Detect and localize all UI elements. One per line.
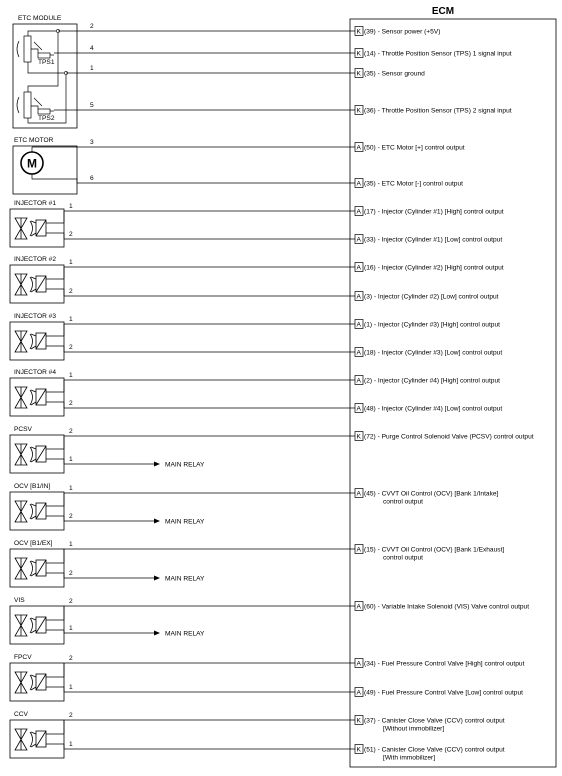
wire-line xyxy=(64,712,505,734)
ecm-pin-number: (33) xyxy=(364,236,376,244)
solenoid-valve-icon xyxy=(15,331,64,352)
wire-line xyxy=(64,485,499,506)
connector-pin-label: 1 xyxy=(69,541,73,548)
ecm-box xyxy=(350,19,556,767)
ecm-terminal-description xyxy=(364,294,499,301)
ecm-terminal-description xyxy=(364,547,504,554)
main-relay-label: MAIN RELAY xyxy=(165,630,205,638)
ecm-title: ECM xyxy=(431,6,455,17)
ecm-connector-letter: A xyxy=(356,405,361,413)
ecm-function-text: - Injector (Cylinder #4) [High] control output xyxy=(372,377,500,385)
component-block xyxy=(10,540,504,587)
etc-motor-title: ETC MOTOR xyxy=(14,137,54,144)
connector-pin-label: 6 xyxy=(90,175,94,182)
connector-pin-label: 1 xyxy=(69,372,73,379)
connector-pin-label: 2 xyxy=(69,231,73,238)
component-title: INJECTOR #4 xyxy=(14,369,57,376)
ecm-function-text: - Canister Close Valve (CCV) control output xyxy=(375,746,505,754)
ecm-connector-letter: K xyxy=(356,50,361,58)
component-title: CCV xyxy=(14,711,28,718)
wire-line xyxy=(42,175,463,188)
ecm-pin-number: (17) xyxy=(364,208,376,216)
ecm-pin-number: (35) xyxy=(364,180,376,188)
solenoid-valve-icon xyxy=(15,387,64,408)
solenoid-valve-icon xyxy=(15,501,64,522)
ecm-function-text-continued: control output xyxy=(383,554,423,562)
ecm-pin-number: (49) xyxy=(364,689,376,697)
connector-pin-label: 2 xyxy=(69,712,73,719)
wire-line xyxy=(64,598,529,620)
connector-pin-label: 1 xyxy=(90,65,94,72)
ecm-terminal-description xyxy=(364,29,440,36)
ecm-connector-letter: A xyxy=(356,377,361,385)
ecm-function-text: - Injector (Cylinder #4) [Low] control output xyxy=(375,405,503,413)
ecm-terminal-description xyxy=(364,237,502,244)
arrow-right-icon xyxy=(154,519,160,524)
wire-line xyxy=(64,288,499,301)
component-title: OCV [B1/IN] xyxy=(14,483,51,490)
wire-line xyxy=(64,316,500,336)
wire-line xyxy=(64,372,500,392)
main-relay-label: MAIN RELAY xyxy=(165,461,205,469)
ecm-connector-letter: A xyxy=(356,490,361,498)
etc-wiring xyxy=(32,23,512,188)
ecm-pin-number: (37) xyxy=(364,717,376,725)
component-box xyxy=(10,435,64,473)
ecm-terminal-description xyxy=(364,71,425,78)
connector-pin-label: 2 xyxy=(69,598,73,605)
ecm-function-text-continued: control output xyxy=(383,498,423,506)
ecm-connector-letter: A xyxy=(356,546,361,554)
ecm-function-text: - Injector (Cylinder #2) [Low] control output xyxy=(372,293,499,301)
ecm-pin-number: (51) xyxy=(364,746,376,754)
ecm-connector-letter: K xyxy=(356,746,361,754)
ecm-connector-letter: K xyxy=(356,28,361,36)
wire-line xyxy=(54,102,512,115)
connector-pin-label: 1 xyxy=(69,684,73,691)
connector-pin-label: 2 xyxy=(69,344,73,351)
ecm-connector-letter: A xyxy=(356,689,361,697)
solenoid-valve-icon xyxy=(15,274,64,295)
wire-line xyxy=(64,684,523,697)
ecm-pin-number: (35) xyxy=(364,70,376,78)
ecm-terminal-description xyxy=(364,378,500,385)
ecm-terminal-description xyxy=(364,322,500,329)
ecm-terminal-description xyxy=(364,434,534,441)
ecm-function-text: - ETC Motor [+] control output xyxy=(375,144,465,152)
connector-pin-label: 2 xyxy=(69,513,73,520)
solenoid-valve-icon xyxy=(15,729,64,750)
ecm-function-text: - Throttle Position Sensor (TPS) 1 signal input xyxy=(375,50,512,58)
connector-pin-label: 1 xyxy=(69,456,73,463)
ecm-pin-number: (14) xyxy=(364,50,376,58)
ecm-terminal-description xyxy=(364,145,465,152)
ecm-pin-number: (1) xyxy=(364,321,373,329)
ecm-function-text-continued: [With immobilizer] xyxy=(383,754,436,762)
ecm-connector-letter: A xyxy=(356,236,361,244)
component-block xyxy=(10,313,502,360)
ecm-terminal-description xyxy=(364,690,523,697)
wire-line xyxy=(66,65,425,78)
ecm-pin-number: (60) xyxy=(364,603,376,611)
ecm-terminal-description xyxy=(364,209,504,216)
wire-line xyxy=(64,456,205,469)
ecm-function-text: - Purge Control Solenoid Valve (PCSV) control output xyxy=(375,433,534,441)
ecm-terminal-description xyxy=(364,406,502,413)
connector-pin-label: 1 xyxy=(69,485,73,492)
component-title: FPCV xyxy=(14,654,32,661)
solenoid-valve-icon xyxy=(15,558,64,579)
ecm-connector-letter: A xyxy=(356,144,361,152)
ecm-function-text: - Fuel Pressure Control Valve [High] control output xyxy=(375,660,525,668)
connector-pin-label: 1 xyxy=(69,259,73,266)
ecm-function-text: - Fuel Pressure Control Valve [Low] control output xyxy=(375,689,523,697)
main-relay-label: MAIN RELAY xyxy=(165,518,205,526)
tps2-label: TPS2 xyxy=(38,115,55,122)
ecm-function-text: - Sensor ground xyxy=(375,70,425,78)
ecm-pin-number: (15) xyxy=(364,546,376,554)
ecm-pin-number: (50) xyxy=(364,144,376,152)
ecm-function-text: - Injector (Cylinder #3) [High] control output xyxy=(372,321,500,329)
wire-line xyxy=(64,625,205,638)
component-box xyxy=(10,549,64,587)
etc-module-box xyxy=(13,24,77,128)
ecm-connector-letter: A xyxy=(356,264,361,272)
wire-line xyxy=(64,428,534,449)
connector-pin-label: 2 xyxy=(69,570,73,577)
component-block xyxy=(10,597,529,644)
tps1-label: TPS1 xyxy=(38,59,55,66)
ecm-pin-number: (3) xyxy=(364,293,373,301)
ecm-terminal-description xyxy=(364,350,502,357)
component-box xyxy=(10,492,64,530)
main-relay-label: MAIN RELAY xyxy=(165,575,205,583)
ecm-pin-number: (39) xyxy=(364,28,376,36)
connector-pin-label: 4 xyxy=(90,45,94,52)
solenoid-valve-icon xyxy=(15,444,64,465)
component-block xyxy=(10,200,504,247)
ecm-terminal-description xyxy=(364,51,512,58)
solenoid-valve-icon xyxy=(15,218,64,239)
ecm-terminal-description xyxy=(364,604,529,611)
wire-line xyxy=(64,231,502,244)
connector-pin-label: 5 xyxy=(90,102,94,109)
ecm-terminal-description xyxy=(364,265,504,272)
ecm-terminal-description xyxy=(364,718,505,725)
ecm-terminal-description xyxy=(364,661,525,668)
connector-pin-label: 3 xyxy=(90,139,94,146)
wire-line xyxy=(64,203,504,223)
ecm-function-text: - Injector (Cylinder #2) [High] control output xyxy=(375,264,504,272)
connector-pin-label: 1 xyxy=(69,625,73,632)
connector-pin-label: 1 xyxy=(69,203,73,210)
component-box xyxy=(10,663,64,701)
connector-pin-label: 2 xyxy=(69,655,73,662)
component-box xyxy=(10,322,64,360)
component-box xyxy=(10,209,64,247)
ecm-pin-number: (45) xyxy=(364,490,376,498)
component-title: INJECTOR #3 xyxy=(14,313,57,320)
ecm-function-text: - Throttle Position Sensor (TPS) 2 signal input xyxy=(375,107,512,115)
component-box xyxy=(10,265,64,303)
arrow-right-icon xyxy=(154,462,160,467)
ecm-function-text: - CVVT Oil Control (OCV) [Bank 1/Intake] xyxy=(375,490,499,498)
ecm-connector-letter: K xyxy=(356,433,361,441)
component-title: OCV [B1/EX] xyxy=(14,540,53,547)
ecm-pin-number: (2) xyxy=(364,377,373,385)
ecm-function-text-continued: [Without immobilizer] xyxy=(383,725,445,733)
component-box xyxy=(10,378,64,416)
component-block xyxy=(10,256,504,303)
wire-line xyxy=(54,45,512,58)
ecm-terminal-description xyxy=(364,108,512,115)
ecm-connector-letter: A xyxy=(356,208,361,216)
connector-pin-label: 2 xyxy=(69,400,73,407)
ecm-connector-letter: K xyxy=(356,70,361,78)
component-block xyxy=(10,711,505,762)
motor-icon-letter: M xyxy=(27,156,37,171)
wire-line xyxy=(58,23,440,36)
ecm-connector-letter: A xyxy=(356,321,361,329)
ecm-function-text: - Injector (Cylinder #1) [Low] control output xyxy=(375,236,503,244)
ecm-connector-letter: A xyxy=(356,293,361,301)
etc-module-title: ETC MODULE xyxy=(18,15,62,22)
wire-line xyxy=(32,139,465,152)
arrow-right-icon xyxy=(154,631,160,636)
ecm-pin-number: (18) xyxy=(364,349,376,357)
component-title: PCSV xyxy=(14,426,32,433)
ecm-pin-number: (34) xyxy=(364,660,376,668)
ecm-terminal-description xyxy=(364,747,505,754)
ecm-pin-number: (72) xyxy=(364,433,376,441)
ecm-function-text: - Variable Intake Solenoid (VIS) Valve control output xyxy=(375,603,530,611)
connector-pin-label: 1 xyxy=(69,741,73,748)
wire-line xyxy=(64,741,505,762)
ecm-function-text: - CVVT Oil Control (OCV) [Bank 1/Exhaust] xyxy=(375,546,505,554)
ecm-connector-letter: A xyxy=(356,603,361,611)
component-blocks xyxy=(10,200,534,762)
ecm-connector-letter: A xyxy=(356,349,361,357)
wire-line xyxy=(64,400,502,413)
component-block xyxy=(10,426,534,473)
component-box xyxy=(10,720,64,758)
ecm-function-text: - Injector (Cylinder #1) [High] control output xyxy=(375,208,504,216)
wire-line xyxy=(64,344,502,357)
wire-line xyxy=(64,570,205,583)
ecm-pin-number: (16) xyxy=(364,264,376,272)
ecm-function-text: - ETC Motor [-] control output xyxy=(375,180,463,188)
component-title: INJECTOR #2 xyxy=(14,256,57,263)
component-block xyxy=(10,369,502,416)
ecm-terminal-description xyxy=(364,181,463,188)
ecm-pin-number: (36) xyxy=(364,107,376,115)
wire-line xyxy=(64,655,525,677)
connector-pin-label: 2 xyxy=(90,23,94,30)
connector-pin-label: 2 xyxy=(69,288,73,295)
solenoid-valve-icon xyxy=(15,615,64,636)
ecm-terminal-description xyxy=(364,491,499,498)
connector-pin-label: 1 xyxy=(69,316,73,323)
ecm-pin-number: (48) xyxy=(364,405,376,413)
ecm-connector-letter: A xyxy=(356,660,361,668)
arrow-right-icon xyxy=(154,576,160,581)
ecm-connector-letter: K xyxy=(356,107,361,115)
ecm-connector-letter: K xyxy=(356,717,361,725)
component-title: INJECTOR #1 xyxy=(14,200,57,207)
wire-line xyxy=(64,513,205,526)
wire-line xyxy=(64,259,504,279)
ecm-connector-letter: A xyxy=(356,180,361,188)
component-block xyxy=(10,654,525,701)
connector-pin-label: 2 xyxy=(69,428,73,435)
wire-line xyxy=(64,541,504,563)
ecm-function-text: - Sensor power (+5V) xyxy=(375,28,441,36)
component-block xyxy=(10,483,499,530)
ecm-function-text: - Canister Close Valve (CCV) control output xyxy=(375,717,505,725)
component-box xyxy=(10,606,64,644)
ecm-function-text: - Injector (Cylinder #3) [Low] control output xyxy=(375,349,503,357)
component-title: VIS xyxy=(14,597,25,604)
solenoid-valve-icon xyxy=(15,672,64,693)
